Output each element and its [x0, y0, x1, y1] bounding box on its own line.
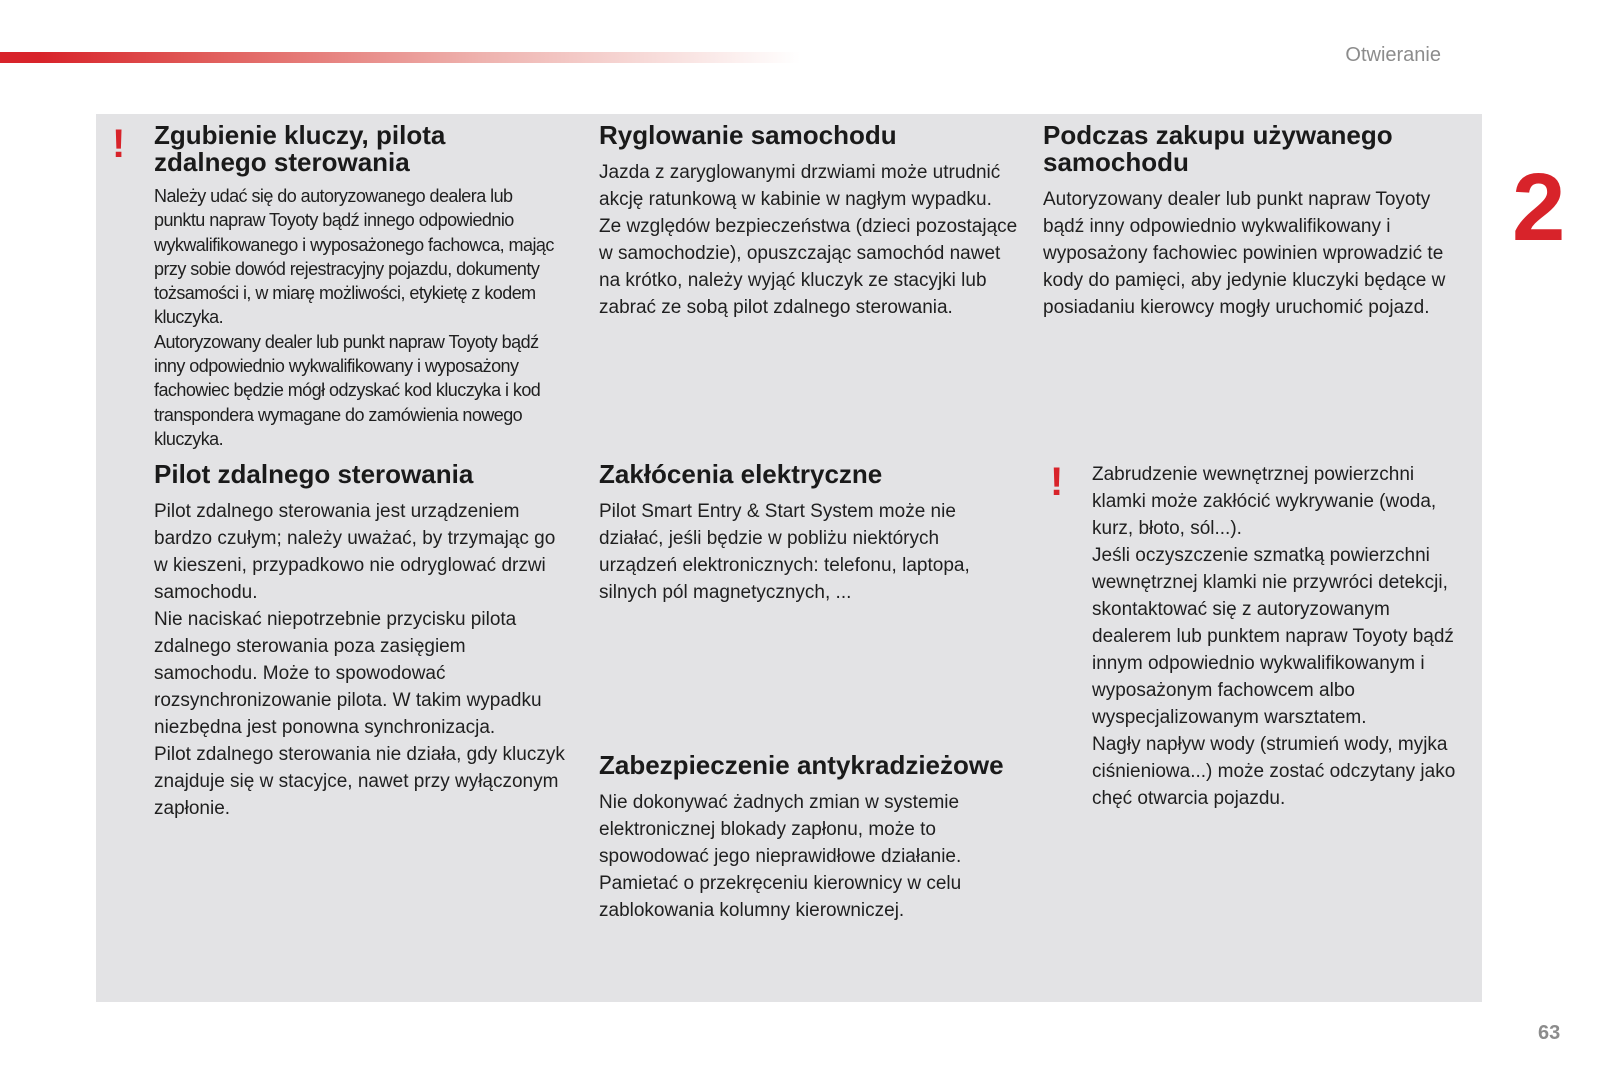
remote-section	[154, 461, 574, 822]
lost-keys-section	[154, 122, 564, 451]
handle-warning-section	[1092, 461, 1472, 812]
anti-theft-text: Nie dokonywać żadnych zmian w systemie elektronicznej blokady zapłonu, może to spowodować jego nieprawidłowe działanie. Pamietać o przekręceniu kierownicy w celu zablokowania kolumny kierowniczej.	[599, 792, 962, 921]
locking-title: Ryglowanie samochodu	[599, 120, 897, 150]
interference-section	[599, 461, 1019, 606]
lost-keys-title: Zgubienie kluczy, pilota zdalnego sterowania	[154, 120, 446, 177]
lost-keys-text: Należy udać się do autoryzowanego dealera lub punktu napraw Toyoty bądź innego odpowiednio wykwalifikowanego i wyposażonego fachowca, mając przy sobie dowód rejestracyjny pojazdu, dokumenty tożsamości i, w miarę możliwości, etykietę z kodem kluczyka. Autoryzowany dealer lub punkt napraw Toyoty bądź inny odpowiednio wykwalifikowany i wyposażony fachowiec będzie mógł odzyskać kod kluczyka i kod transpondera wymagane do zamówienia nowego kluczyka.	[154, 186, 554, 449]
content-panel	[96, 114, 1482, 1002]
used-car-text: Autoryzowany dealer lub punkt napraw Toyoty bądź inny odpowiednio wykwalifikowany i wyposażony fachowiec powinien wprowadzić te kody do pamięci, aby jedynie kluczyki będące w posiadaniu kierowcy mogły uruchomić pojazd.	[1043, 189, 1446, 318]
locking-text: Jazda z zaryglowanymi drzwiami może utrudnić akcję ratunkową w kabinie w nagłym wypadku. Ze względów bezpieczeństwa (dzieci pozostające w samochodzie), opuszczając samochód nawet na krótko, należy wyjąć kluczyk ze stacyjki lub zabrać ze sobą pilot zdalnego sterowania.	[599, 162, 1018, 318]
interference-title: Zakłócenia elektryczne	[599, 459, 883, 489]
used-car-section	[1043, 122, 1448, 321]
section-title: Otwieranie	[1345, 44, 1441, 66]
remote-text: Pilot zdalnego sterowania jest urządzeniem bardzo czułym; należy uważać, by trzymając go w kieszeni, przypadkowo nie odryglować drzwi samochodu. Nie naciskać niepotrzebnie przycisku pilota zdalnego sterowania poza zasięgiem samochodu. Może to spowodować rozsynchronizowanie pilota. W takim wypadku niezbędna jest ponowna synchronizacja. Pilot zdalnego sterowania nie działa, gdy kluczyk znajduje się w stacyjce, nawet przy wyłączonym zapłonie.	[154, 501, 565, 819]
locking-section	[599, 122, 1019, 321]
handle-warning-text: Zabrudzenie wewnętrznej powierzchni klamki może zakłócić wykrywanie (woda, kurz, błoto, sól...). Jeśli oczyszczenie szmatką powierzchni wewnętrznej klamki nie przywróci detekcji, skontaktować się z autoryzowanym dealerem lub punktem napraw Toyoty bądź innym odpowiednio wykwalifikowanym i wyposażonym fachowcem albo wyspecjalizowanym warsztatem. Nagły napływ wody (strumień wody, myjka ciśnieniowa...) może zostać odczytany jako chęć otwarcia pojazdu.	[1092, 464, 1456, 809]
header-accent-bar	[0, 52, 800, 63]
anti-theft-section	[599, 752, 1019, 924]
page-number: 63	[1538, 1022, 1561, 1044]
interference-text: Pilot Smart Entry & Start System może nie działać, jeśli będzie w pobliżu niektórych urządzeń elektronicznych: telefonu, laptopa, silnych pól magnetycznych, ...	[599, 501, 970, 603]
anti-theft-title: Zabezpieczenie antykradzieżowe	[599, 750, 1004, 780]
warning-exclamation-icon: !	[112, 122, 126, 166]
warning-exclamation-icon: !	[1050, 460, 1064, 504]
used-car-title: Podczas zakupu używanego samochodu	[1043, 120, 1393, 177]
remote-title: Pilot zdalnego sterowania	[154, 459, 474, 489]
chapter-number: 2	[1512, 154, 1566, 261]
